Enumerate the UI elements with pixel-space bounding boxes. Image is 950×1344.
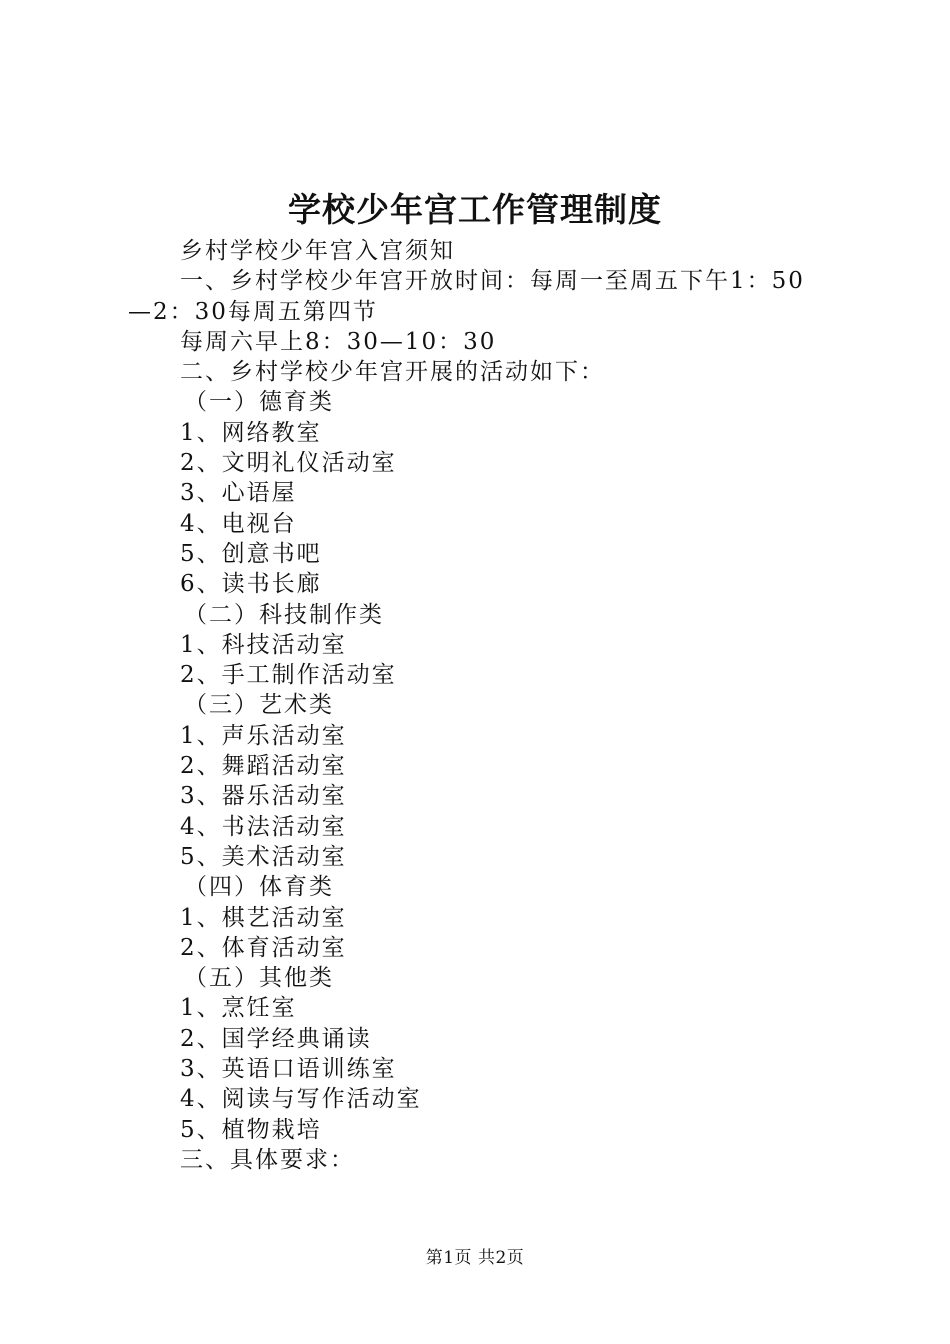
opening-hours-line-2: —2：30每周五第四节 bbox=[128, 298, 378, 325]
list-item: 5、植物栽培 bbox=[180, 1116, 322, 1143]
document-title: 学校少年宫工作管理制度 bbox=[288, 190, 662, 229]
list-item: 4、书法活动室 bbox=[180, 813, 347, 840]
list-item: 2、体育活动室 bbox=[180, 934, 347, 961]
list-item: 5、美术活动室 bbox=[180, 843, 347, 870]
list-item: 4、阅读与写作活动室 bbox=[180, 1086, 422, 1113]
document-body bbox=[128, 236, 838, 1175]
category-heading: （一）德育类 bbox=[184, 389, 334, 416]
list-item: 1、声乐活动室 bbox=[180, 722, 347, 749]
opening-hours-line-3: 每周六早上8：30—10：30 bbox=[180, 328, 497, 355]
list-item: 3、英语口语训练室 bbox=[180, 1056, 397, 1083]
list-item: 3、心语屋 bbox=[180, 480, 297, 507]
category-heading: （五）其他类 bbox=[184, 965, 334, 992]
list-item: 2、手工制作活动室 bbox=[180, 662, 397, 689]
list-item: 1、棋艺活动室 bbox=[180, 904, 347, 931]
list-item: 5、创意书吧 bbox=[180, 540, 322, 567]
list-item: 4、电视台 bbox=[180, 510, 297, 537]
list-item: 6、读书长廊 bbox=[180, 571, 322, 598]
category-heading: （二）科技制作类 bbox=[184, 601, 384, 628]
category-heading: （四）体育类 bbox=[184, 874, 334, 901]
list-item: 3、器乐活动室 bbox=[180, 783, 347, 810]
requirements-heading: 三、具体要求： bbox=[180, 1146, 355, 1173]
page-number-footer: 第1页 共2页 bbox=[425, 1248, 525, 1268]
activities-heading: 二、乡村学校少年宫开展的活动如下： bbox=[180, 359, 605, 386]
list-item: 2、国学经典诵读 bbox=[180, 1025, 372, 1052]
category-heading: （三）艺术类 bbox=[184, 692, 334, 719]
list-item: 2、舞蹈活动室 bbox=[180, 753, 347, 780]
opening-hours-line-1: 一、乡村学校少年宫开放时间：每周一至周五下午1：50 bbox=[180, 268, 805, 295]
list-item: 1、网络教室 bbox=[180, 419, 322, 446]
list-item: 2、文明礼仪活动室 bbox=[180, 450, 397, 477]
list-item: 1、烹饪室 bbox=[180, 995, 297, 1022]
list-item: 1、科技活动室 bbox=[180, 631, 347, 658]
intro-line: 乡村学校少年宫入宫须知 bbox=[180, 238, 455, 264]
